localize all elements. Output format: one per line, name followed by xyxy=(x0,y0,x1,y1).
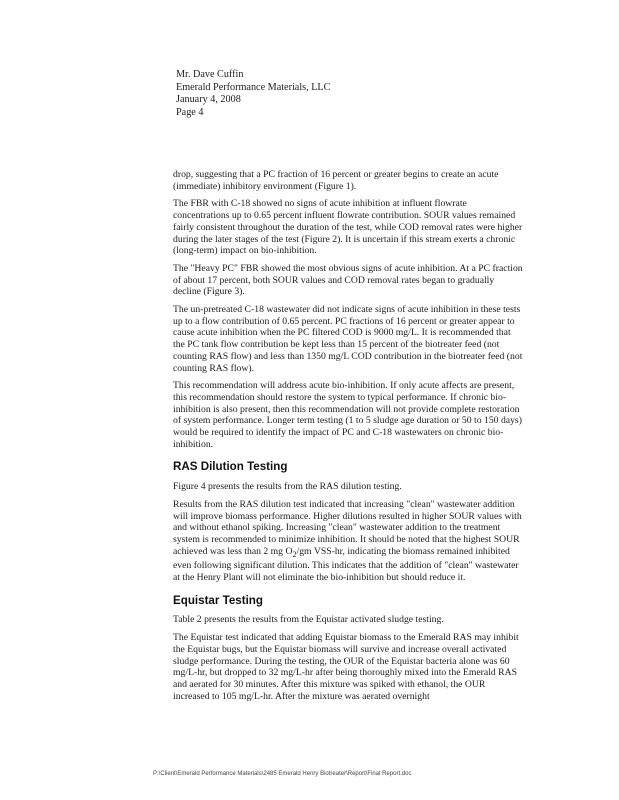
heading-ras-dilution: RAS Dilution Testing xyxy=(173,460,288,474)
ras-results-text-b: /gm VSS-hr, indicating the biomass remained inhibited even following significant dilution. This indicates that the addition of "clean" wastewater at the Henry Plant will not eliminate the bio-inhibition but should reduce it. xyxy=(173,545,519,584)
heading-equistar: Equistar Testing xyxy=(173,593,263,607)
letter-date: January 4, 2008 xyxy=(176,94,241,106)
file-path-footer: P:\Client\Emerald Performance Materials\2485 Emerald Henry Biotreater\Report\Final Report.doc xyxy=(153,771,412,777)
paragraph-fbr-c18: The FBR with C-18 showed no signs of acute inhibition at influent flowrate concentrations up to 0.65 percent influent flowrate contribution. SOUR values remained fairly consistent throughout the duration of the test, while COD removal rates were higher during the later stages of the test (Figure 2). It is uncertain if this stream exerts a chronic (long-term) impact on bio-inhibition. xyxy=(173,198,523,257)
letter-header xyxy=(176,69,330,119)
recipient-name: Mr. Dave Cuffin xyxy=(176,69,244,80)
ras-results-text-a: Results from the RAS dilution test indicated that increasing "clean" wastewater addition will improve biomass performance. Higher dilutions resulted in higher SOUR values with and without ethanol spiking. Increasing "clean" wastewater addition to the treatment system is recommended to minimize inhibition. It should be noted that the highest SOUR achieved was less than 2 mg O xyxy=(173,498,522,557)
oxygen-subscript: 2 xyxy=(292,549,297,559)
paragraph-heavy-pc: The "Heavy PC" FBR showed the most obvious signs of acute inhibition. At a PC fraction of about 17 percent, both SOUR values and COD removal rates began to gradually decline (Figure 3). xyxy=(173,262,523,298)
page-number: Page 4 xyxy=(176,106,204,118)
paragraph-equistar-results: The Equistar test indicated that adding Equistar biomass to the Emerald RAS may inhibit the Equistar bugs, but the Equistar biomass will survive and increase overall activated sludge performance. During the testing, the OUR of the Equistar bacteria alone was 60 mg/L-hr, but dropped to 32 mg/L-hr after being thoroughly mixed into the Emerald RAS and aerated for 30 minutes. After this mixture was spiked with ethanol, the OUR increased to 105 mg/L-hr. After the mixture was aerated overnight xyxy=(173,632,519,702)
paragraph-ras-intro: Figure 4 presents the results from the RAS dilution testing. xyxy=(173,481,402,493)
paragraph-equistar-intro: Table 2 presents the results from the Equistar activated sludge testing. xyxy=(173,614,444,626)
recipient-company: Emerald Performance Materials, LLC xyxy=(176,81,331,93)
paragraph-recommendation: The un-pretreated C-18 wastewater did not indicate signs of acute inhibition in these tests up to a flow contribution of 0.65 percent. PC fractions of 16 percent or greater appear to cause acute inhibition when the PC filtered COD is 9000 mg/L. It is recommended that the PC tank flow contribution be kept less than 15 percent of the biotreater feed (not counting RAS flow) and less than 1350 mg/L COD contribution in the biotreater feed (not counting RAS flow). xyxy=(173,304,523,374)
paragraph-ras-results xyxy=(173,499,523,584)
paragraph-acute-chronic: This recommendation will address acute bio-inhibition. If only acute affects are present, this recommendation should restore the system to typical performance. If chronic bio-inhibition is also present, then this recommendation will not provide complete restoration of system performance. Longer term testing (1 to 5 sludge age duration or 50 to 150 days) would be required to identify the impact of PC and C-18 wastewaters on chronic bio-inhibition. xyxy=(173,380,522,450)
letter-body xyxy=(173,169,523,708)
paragraph-pc-fraction: drop, suggesting that a PC fraction of 16 percent or greater begins to create an acute (immediate) inhibitory environment (Figure 1). xyxy=(173,169,499,192)
